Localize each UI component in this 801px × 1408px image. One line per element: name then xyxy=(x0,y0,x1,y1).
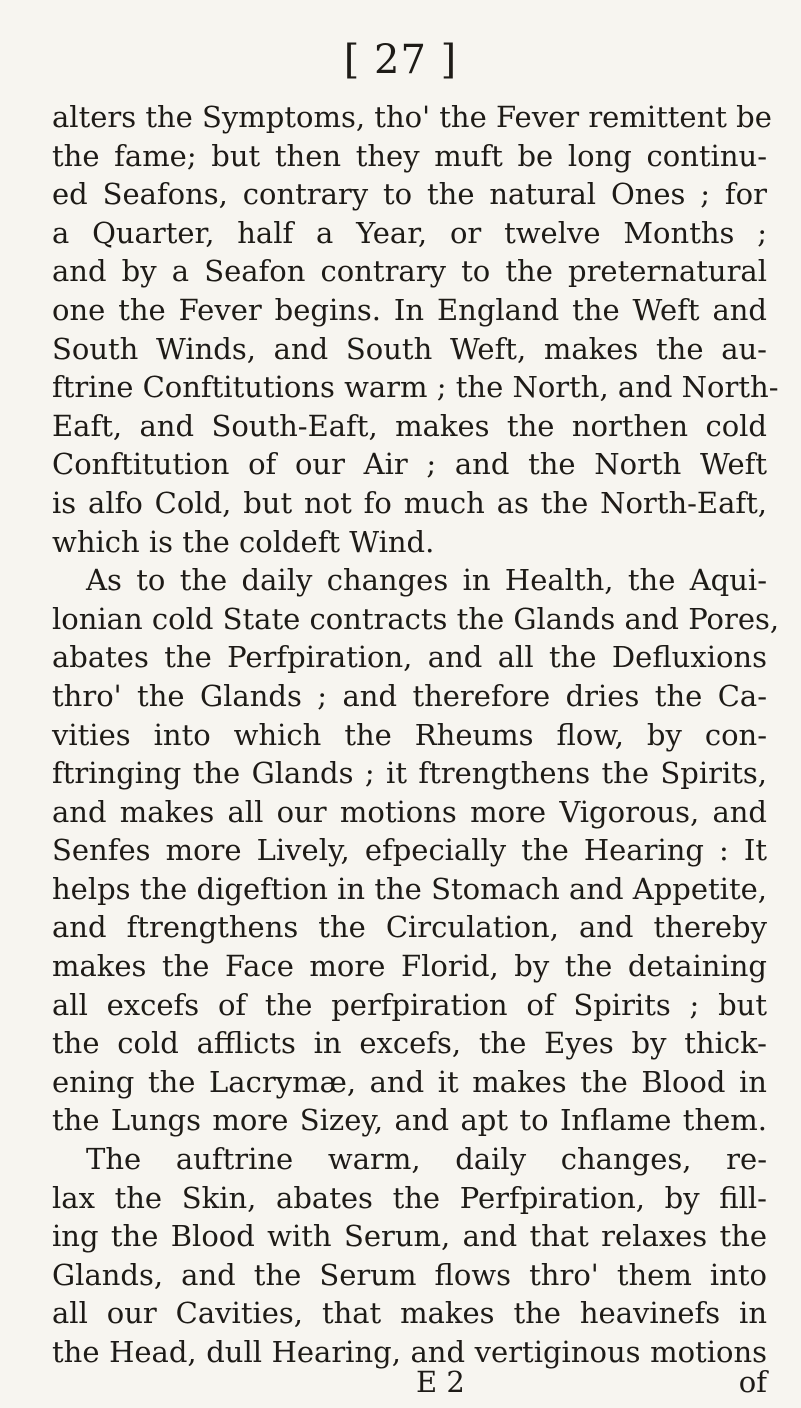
text-line: and makes all our motions more Vigorous, and xyxy=(52,794,767,829)
text-line: ed Seafons, contrary to the natural Ones ; for xyxy=(52,177,767,212)
page-number: [ 27 ] xyxy=(343,37,458,83)
text-line: the Head, dull Hearing, and vertiginous motions xyxy=(52,1335,767,1369)
text-line: makes the Face more Florid, by the detaining xyxy=(52,949,767,984)
catchword: of xyxy=(738,1365,767,1399)
page-footer xyxy=(52,1362,767,1402)
text-line: ftrine Conftitutions warm ; the North, and North- xyxy=(52,370,779,405)
text-line: and by a Seafon contrary to the preternatural xyxy=(52,254,767,289)
text-line: Senfes more Lively, efpecially the Hearing : It xyxy=(52,833,767,868)
text-line: a Quarter, half a Year, or twelve Months ; xyxy=(52,215,767,250)
text-line: vities into which the Rheums flow, by con- xyxy=(52,717,767,752)
text-line: ening the Lacrymæ, and it makes the Blood in xyxy=(52,1064,767,1099)
text-line: As to the daily changes in Health, the Aqui- xyxy=(86,563,767,598)
text-line: all excefs of the perfpiration of Spirits ; but xyxy=(52,987,767,1022)
text-line: the fame; but then they muft be long continu- xyxy=(52,138,767,173)
text-line: ing the Blood with Serum, and that relaxes the xyxy=(52,1219,767,1254)
text-line: the Lungs more Sizey, and apt to Inflame them. xyxy=(52,1103,767,1138)
text-line: is alfo Cold, but not fo much as the North-Eaft, xyxy=(52,485,767,520)
text-line: helps the digeftion in the Stomach and Appetite, xyxy=(52,871,767,906)
text-line: abates the Perfpiration, and all the Defluxions xyxy=(52,640,767,675)
text-line: The auftrine warm, daily changes, re- xyxy=(86,1142,767,1177)
body-text xyxy=(52,98,780,1372)
signature-mark: E 2 xyxy=(416,1365,465,1399)
text-line: Glands, and the Serum flows thro' them into xyxy=(52,1257,767,1292)
text-line: lonian cold State contracts the Glands and Pores, xyxy=(52,601,780,636)
text-line: Conftitution of our Air ; and the North Weft xyxy=(52,447,767,482)
text-line: all our Cavities, that makes the heavinefs in xyxy=(52,1296,767,1331)
text-line: South Winds, and South Weft, makes the au- xyxy=(52,331,767,366)
text-line: lax the Skin, abates the Perfpiration, by fill- xyxy=(52,1180,767,1215)
text-line: which is the coldeft Wind. xyxy=(52,524,435,559)
text-line: alters the Symptoms, tho' the Fever remittent be xyxy=(52,100,772,134)
text-line: thro' the Glands ; and therefore dries the Ca- xyxy=(52,678,767,713)
text-line: ftringing the Glands ; it ftrengthens the Spirits, xyxy=(52,756,767,791)
text-line: Eaft, and South-Eaft, makes the northen cold xyxy=(52,408,767,443)
text-line: and ftrengthens the Circulation, and thereby xyxy=(52,910,767,945)
text-line: the cold afflicts in excefs, the Eyes by thick- xyxy=(52,1026,767,1061)
text-line: one the Fever begins. In England the Weft and xyxy=(52,292,767,327)
